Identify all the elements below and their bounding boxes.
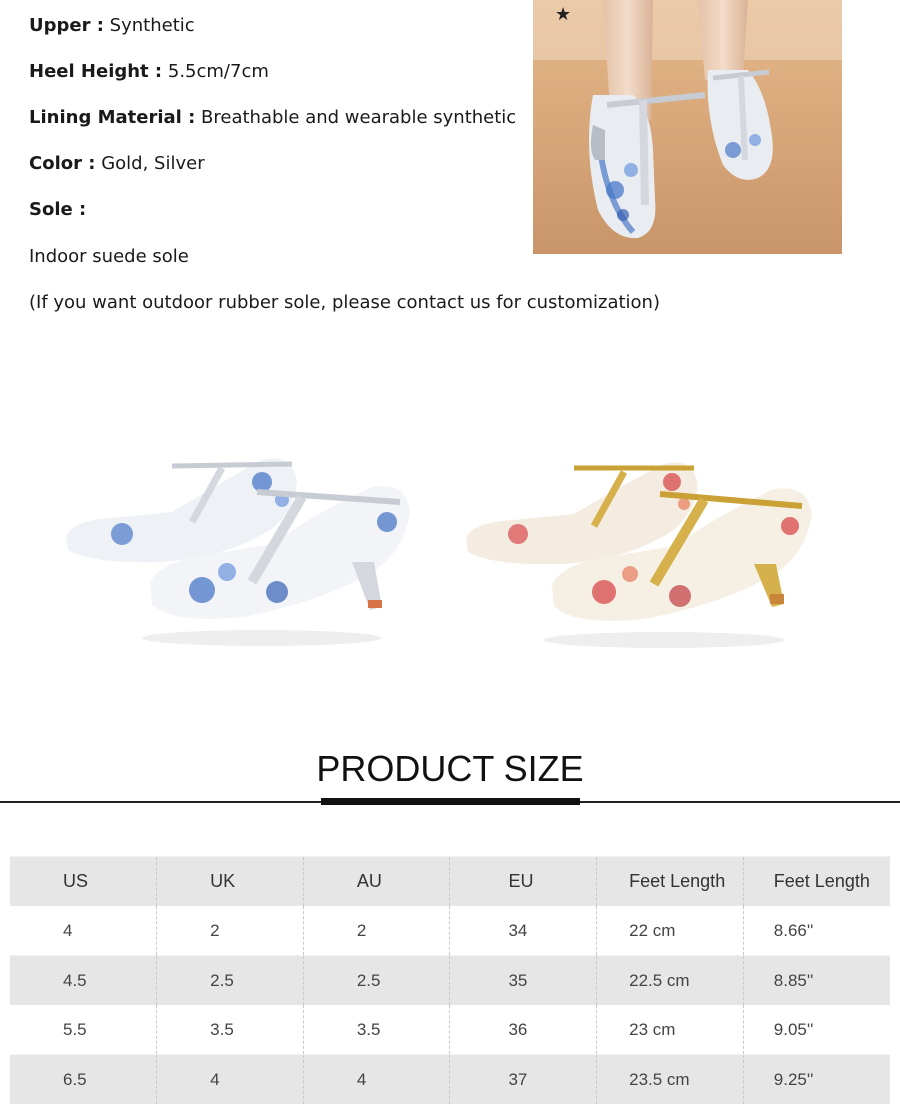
cell-us: 6.5 bbox=[10, 1055, 157, 1104]
table-row bbox=[10, 1055, 890, 1104]
cell-uk: 2.5 bbox=[157, 956, 304, 1006]
header-au: AU bbox=[303, 857, 450, 907]
cell-feet-in: 9.05'' bbox=[743, 1005, 890, 1055]
cell-uk: 3.5 bbox=[157, 1005, 304, 1055]
spec-upper-value: Synthetic bbox=[110, 15, 195, 36]
spec-lining bbox=[29, 106, 516, 130]
silver-shoes-photo bbox=[52, 442, 422, 672]
spec-sole bbox=[29, 198, 86, 222]
size-table bbox=[10, 856, 890, 1104]
spec-color-label: Color : bbox=[29, 153, 95, 174]
cell-au: 2 bbox=[303, 906, 450, 956]
spec-upper-label: Upper : bbox=[29, 15, 104, 36]
gold-shoes-photo bbox=[458, 444, 828, 674]
table-header-row bbox=[10, 857, 890, 907]
customization-note: (If you want outdoor rubber sole, please contact us for customization) bbox=[29, 291, 660, 315]
spec-sole-value: Indoor suede sole bbox=[29, 245, 189, 269]
cell-au: 3.5 bbox=[303, 1005, 450, 1055]
cell-uk: 4 bbox=[157, 1055, 304, 1104]
header-eu: EU bbox=[450, 857, 597, 907]
heading-underline bbox=[321, 798, 580, 805]
table-row bbox=[10, 1005, 890, 1055]
worn-shoes-photo bbox=[533, 0, 842, 254]
cell-au: 2.5 bbox=[303, 956, 450, 1006]
spec-heel-label: Heel Height : bbox=[29, 61, 162, 82]
cell-eu: 34 bbox=[450, 906, 597, 956]
spec-color-value: Gold, Silver bbox=[101, 153, 204, 174]
cell-eu: 35 bbox=[450, 956, 597, 1006]
cell-us: 4 bbox=[10, 906, 157, 956]
svg-text:★: ★ bbox=[555, 4, 571, 25]
cell-feet-in: 9.25'' bbox=[743, 1055, 890, 1104]
header-feet-length-in: Feet Length bbox=[743, 857, 890, 907]
header-uk: UK bbox=[157, 857, 304, 907]
header-feet-length-cm: Feet Length bbox=[597, 857, 744, 907]
spec-lining-value: Breathable and wearable synthetic bbox=[201, 107, 516, 128]
cell-feet-cm: 22 cm bbox=[597, 906, 744, 956]
header-us: US bbox=[10, 857, 157, 907]
cell-feet-in: 8.66'' bbox=[743, 906, 890, 956]
product-size-heading: PRODUCT SIZE bbox=[0, 748, 900, 790]
spec-color bbox=[29, 152, 205, 176]
cell-feet-cm: 22.5 cm bbox=[597, 956, 744, 1006]
spec-sole-label: Sole : bbox=[29, 199, 86, 220]
cell-uk: 2 bbox=[157, 906, 304, 956]
cell-eu: 36 bbox=[450, 1005, 597, 1055]
table-row bbox=[10, 956, 890, 1006]
cell-feet-cm: 23.5 cm bbox=[597, 1055, 744, 1104]
cell-feet-cm: 23 cm bbox=[597, 1005, 744, 1055]
spec-heel-height bbox=[29, 60, 269, 84]
cell-eu: 37 bbox=[450, 1055, 597, 1104]
spec-heel-value: 5.5cm/7cm bbox=[168, 61, 269, 82]
spec-lining-label: Lining Material : bbox=[29, 107, 195, 128]
cell-au: 4 bbox=[303, 1055, 450, 1104]
spec-upper bbox=[29, 14, 195, 38]
cell-us: 5.5 bbox=[10, 1005, 157, 1055]
cell-us: 4.5 bbox=[10, 956, 157, 1006]
cell-feet-in: 8.85'' bbox=[743, 956, 890, 1006]
table-row bbox=[10, 906, 890, 956]
